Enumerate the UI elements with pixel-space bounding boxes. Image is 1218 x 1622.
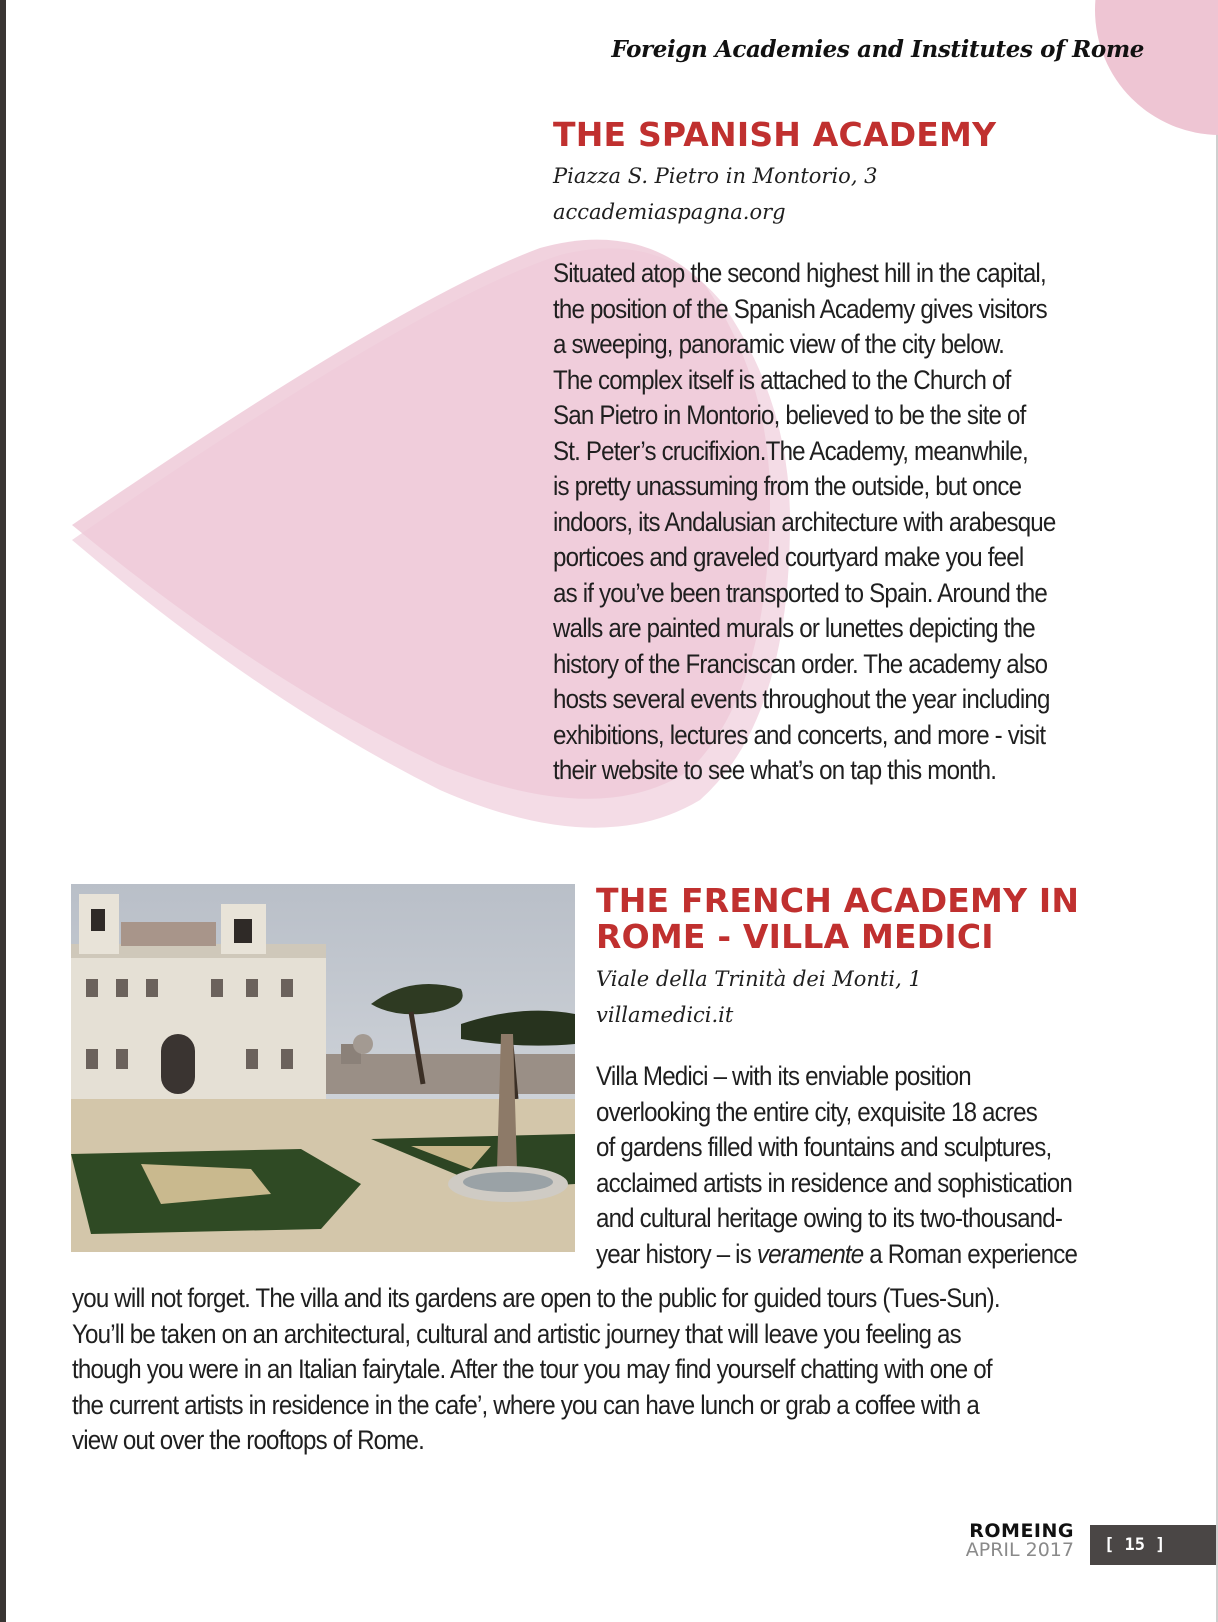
body-line: you will not forget. The villa and its gardens are open to the public for guided tours (Tues-Sun). [72, 1283, 1000, 1313]
body-line: is pretty unassuming from the outside, but once [553, 471, 1022, 501]
body-line: the position of the Spanish Academy gives visitors [553, 293, 1047, 324]
running-head: Foreign Academies and Institutes of Rome [611, 36, 1144, 63]
french-academy-address: Viale della Trinità dei Monti, 1 [596, 967, 922, 991]
body-line-part: year history – is [596, 1238, 757, 1269]
body-line [596, 1237, 1142, 1273]
french-academy-body-continued [72, 1281, 1200, 1459]
magazine-name: ROMEING [969, 1520, 1074, 1542]
body-line: and cultural heritage owing to its two-thousand- [596, 1203, 1063, 1233]
body-line: history of the Franciscan order. The academy also [553, 648, 1048, 679]
page-number: [ 15 ] [1090, 1525, 1216, 1565]
french-academy-section [596, 883, 1196, 1272]
body-line-part: a Roman experience [863, 1238, 1078, 1269]
french-academy-website[interactable]: villamedici.it [596, 1003, 734, 1027]
body-line: overlooking the entire city, exquisite 18 acres [596, 1096, 1037, 1127]
body-line: the current artists in residence in the cafe’, where you can have lunch or grab a coffee with a [72, 1389, 980, 1420]
body-line: San Pietro in Montorio, believed to be the site of [553, 400, 1026, 430]
body-line: view out over the rooftops of Rome. [72, 1425, 425, 1455]
body-line: The complex itself is attached to the Church of [553, 364, 1011, 395]
body-line: Situated atop the second highest hill in the capital, [553, 258, 1046, 288]
body-line: acclaimed artists in residence and sophistication [596, 1167, 1072, 1198]
body-line: a sweeping, panoramic view of the city below. [553, 329, 1005, 359]
body-line: indoors, its Andalusian architecture with arabesque [553, 506, 1056, 537]
italic-word: veramente [756, 1238, 864, 1269]
body-line: hosts several events throughout the year including [553, 684, 1050, 714]
body-line: of gardens filled with fountains and sculptures, [596, 1132, 1052, 1162]
spanish-academy-section [553, 115, 1193, 789]
spanish-academy-title: THE SPANISH ACADEMY [553, 115, 997, 154]
french-title-line: ROME - VILLA MEDICI [596, 917, 994, 956]
spanish-academy-body [553, 256, 1135, 789]
spanish-academy-website[interactable]: accademiaspagna.org [553, 200, 786, 224]
footer-brand [940, 1522, 1074, 1560]
body-line: Villa Medici – with its enviable position [596, 1061, 971, 1091]
villa-medici-photo [71, 884, 575, 1252]
french-academy-body [596, 1059, 1142, 1272]
body-line: porticoes and graveled courtyard make you feel [553, 542, 1024, 572]
body-line: walls are painted murals or lunettes depicting the [553, 613, 1035, 643]
french-academy-title [596, 883, 1196, 955]
body-line: St. Peter’s crucifixion.The Academy, meanwhile, [553, 435, 1028, 466]
body-line: exhibitions, lectures and concerts, and more - visit [553, 719, 1046, 750]
body-line: their website to see what’s on tap this month. [553, 755, 997, 785]
body-line: though you were in an Italian fairytale. After the tour you may find yourself chatting with one of [72, 1354, 992, 1384]
french-title-line: THE FRENCH ACADEMY IN [596, 881, 1080, 920]
body-line: You’ll be taken on an architectural, cultural and artistic journey that will leave you feeling as [72, 1318, 961, 1349]
issue-date: APRIL 2017 [965, 1539, 1074, 1561]
body-line: as if you’ve been transported to Spain. Around the [553, 577, 1047, 608]
spanish-academy-address: Piazza S. Pietro in Montorio, 3 [553, 164, 878, 188]
